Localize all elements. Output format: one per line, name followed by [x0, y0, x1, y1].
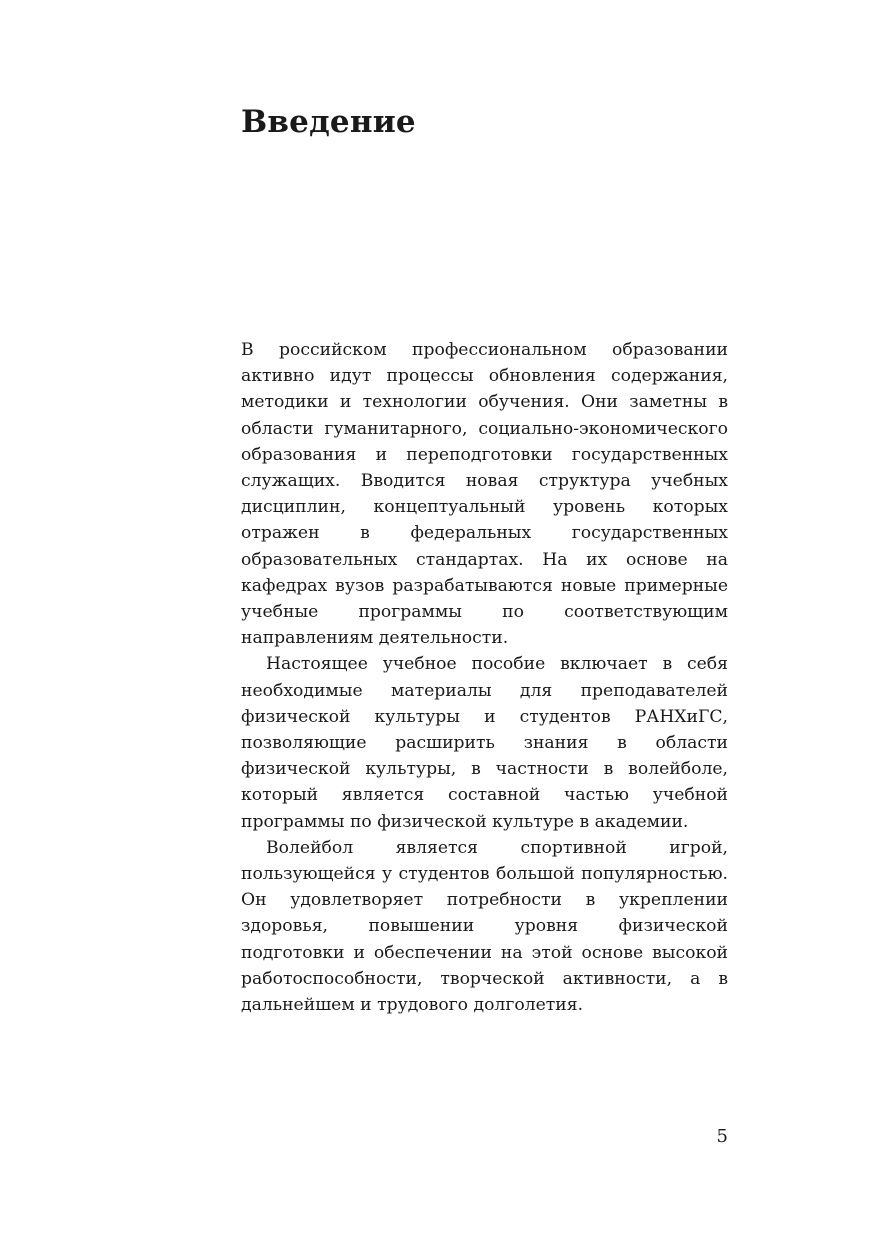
body-text	[241, 337, 728, 1018]
page-number: 5	[716, 1126, 728, 1147]
paragraph-volleyball: Волейбол является спортивной игрой, пользующейся у студентов большой популярностью. Он удовлетворяет потребности в укреплении здоровья, повышении уровня физической подготовки и обеспечении на этой основе высокой работоспособности, творческой активности, а в дальнейшем и трудового долголетия.	[241, 837, 728, 1016]
chapter-title: Введение	[241, 104, 416, 140]
paragraph-textbook-purpose: Настоящее учебное пособие включает в себя необходимые материалы для преподавателей физической культуры и студентов РАНХиГС, позволяющие расширить знания в области физической культуры, в частности в волейболе, который является составной частью учебной программы по физической культуре в академии.	[241, 654, 728, 832]
paragraph-intro: В российском профессиональном образовании активно идут процессы обновления содержания, методики и технологии обучения. Они заметны в области гуманитарного, социально-экономического образования и переподготовки государственных служащих. Вводится новая структура учебных дисциплин, концептуальный уровень которых отражен в федеральных государственных образовательных стандартах. На их основе на кафедрах вузов разрабатываются новые примерные учебные программы по соответствующим направлениям деятельности.	[241, 340, 728, 649]
